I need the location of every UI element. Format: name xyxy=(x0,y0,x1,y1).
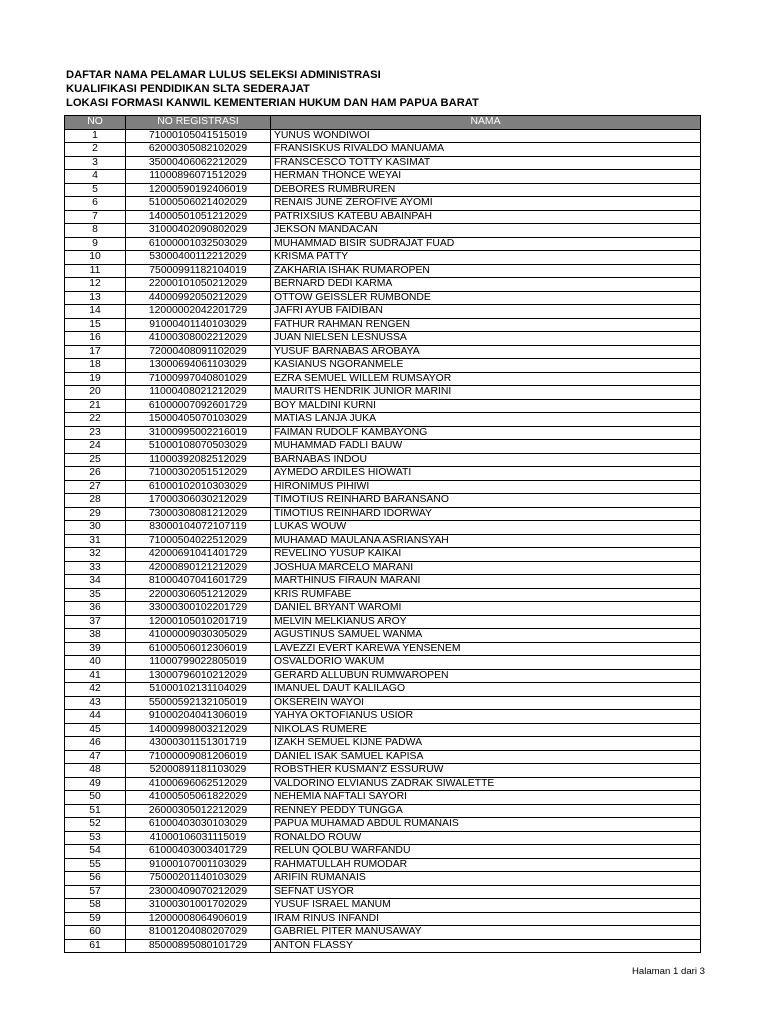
applicant-name: TIMOTIUS REINHARD BARANSANO xyxy=(271,494,701,508)
title-line-2: KUALIFIKASI PENDIDIKAN SLTA SEDERAJAT xyxy=(66,83,310,96)
table-row xyxy=(65,696,701,710)
registration-number: 26000305012212029 xyxy=(126,804,271,818)
registration-number: 12000590192406019 xyxy=(126,183,271,197)
row-number: 22 xyxy=(65,413,126,427)
applicant-name: REVELINO YUSUP KAIKAI xyxy=(271,548,701,562)
table-row xyxy=(65,521,701,535)
table-row xyxy=(65,143,701,157)
applicant-name: BOY MALDINI KURNI xyxy=(271,399,701,413)
document-header xyxy=(66,68,479,111)
registration-number: 51000108070503029 xyxy=(126,440,271,454)
registration-number: 41000106031115019 xyxy=(126,831,271,845)
applicant-name: FATHUR RAHMAN RENGEN xyxy=(271,318,701,332)
applicant-name: RELUN QOLBU WARFANDU xyxy=(271,845,701,859)
row-number: 29 xyxy=(65,507,126,521)
row-number: 30 xyxy=(65,521,126,535)
row-number: 7 xyxy=(65,210,126,224)
table-row xyxy=(65,305,701,319)
registration-number: 61000102010303029 xyxy=(126,480,271,494)
applicant-name: GERARD ALLUBUN RUMWAROPEN xyxy=(271,669,701,683)
table-row xyxy=(65,278,701,292)
registration-number: 61000506012306019 xyxy=(126,642,271,656)
row-number: 13 xyxy=(65,291,126,305)
row-number: 44 xyxy=(65,710,126,724)
row-number: 24 xyxy=(65,440,126,454)
registration-number: 61000403030103029 xyxy=(126,818,271,832)
applicant-name: DANIEL ISAK SAMUEL KAPISA xyxy=(271,750,701,764)
applicant-name: MUHAMMAD BISIR SUDRAJAT FUAD xyxy=(271,237,701,251)
table-row xyxy=(65,629,701,643)
applicant-name: DEBORES RUMBRUREN xyxy=(271,183,701,197)
applicant-name: FRANSCESCO TOTTY KASIMAT xyxy=(271,156,701,170)
row-number: 8 xyxy=(65,224,126,238)
registration-number: 12000002042201729 xyxy=(126,305,271,319)
table-row xyxy=(65,818,701,832)
table-row xyxy=(65,386,701,400)
registration-number: 12000105010201719 xyxy=(126,615,271,629)
table-row xyxy=(65,237,701,251)
row-number: 50 xyxy=(65,791,126,805)
table-row xyxy=(65,750,701,764)
row-number: 57 xyxy=(65,885,126,899)
registration-number: 14000998003212029 xyxy=(126,723,271,737)
row-number: 26 xyxy=(65,467,126,481)
applicant-name: HERMAN THONCE WEYAI xyxy=(271,170,701,184)
table-row xyxy=(65,170,701,184)
table-row xyxy=(65,426,701,440)
applicant-name: NIKOLAS RUMERE xyxy=(271,723,701,737)
registration-number: 91000204041306019 xyxy=(126,710,271,724)
table-row xyxy=(65,737,701,751)
row-number: 34 xyxy=(65,575,126,589)
registration-number: 41000505061822029 xyxy=(126,791,271,805)
table-row xyxy=(65,251,701,265)
applicant-name: JOSHUA MARCELO MARANI xyxy=(271,561,701,575)
row-number: 56 xyxy=(65,872,126,886)
applicant-name: RENAIS JUNE ZEROFIVE AYOMI xyxy=(271,197,701,211)
applicant-name: VALDORINO ELVIANUS ZADRAK SIWALETTE xyxy=(271,777,701,791)
registration-number: 13000796010212029 xyxy=(126,669,271,683)
registration-number: 44000992050212029 xyxy=(126,291,271,305)
applicant-name: IRAM RINUS INFANDI xyxy=(271,912,701,926)
applicant-name: ANTON FLASSY xyxy=(271,939,701,953)
table-row xyxy=(65,318,701,332)
table-row xyxy=(65,413,701,427)
registration-number: 15000405070103029 xyxy=(126,413,271,427)
applicant-name: AYMEDO ARDILES HIOWATI xyxy=(271,467,701,481)
table-row xyxy=(65,683,701,697)
registration-number: 42000890121212029 xyxy=(126,561,271,575)
table-row xyxy=(65,710,701,724)
table-row xyxy=(65,791,701,805)
registration-number: 75000201140103029 xyxy=(126,872,271,886)
registration-number: 23000409070212029 xyxy=(126,885,271,899)
table-row xyxy=(65,453,701,467)
applicant-name: OKSEREIN WAYOI xyxy=(271,696,701,710)
row-number: 1 xyxy=(65,129,126,143)
applicant-name: FRANSISKUS RIVALDO MANUAMA xyxy=(271,143,701,157)
table-row xyxy=(65,885,701,899)
registration-number: 71000302051512029 xyxy=(126,467,271,481)
table-row xyxy=(65,359,701,373)
row-number: 45 xyxy=(65,723,126,737)
title-line-3: LOKASI FORMASI KANWIL KEMENTERIAN HUKUM DAN HAM PAPUA BARAT xyxy=(66,97,479,110)
table-row xyxy=(65,210,701,224)
registration-number: 71000997040801029 xyxy=(126,372,271,386)
row-number: 4 xyxy=(65,170,126,184)
table-row xyxy=(65,440,701,454)
registration-number: 52000891181103029 xyxy=(126,764,271,778)
table-row xyxy=(65,264,701,278)
applicant-name: TIMOTIUS REINHARD IDORWAY xyxy=(271,507,701,521)
row-number: 25 xyxy=(65,453,126,467)
applicant-name: MATIAS LANJA JUKA xyxy=(271,413,701,427)
row-number: 16 xyxy=(65,332,126,346)
table-row xyxy=(65,480,701,494)
applicant-name: MARTHINUS FIRAUN MARANI xyxy=(271,575,701,589)
registration-number: 75000991182104019 xyxy=(126,264,271,278)
table-row xyxy=(65,575,701,589)
page-number: Halaman 1 dari 3 xyxy=(631,966,705,977)
table-row xyxy=(65,669,701,683)
registration-number: 14000501051212029 xyxy=(126,210,271,224)
registration-number: 11000896071512029 xyxy=(126,170,271,184)
registration-number: 71000504022512029 xyxy=(126,534,271,548)
row-number: 49 xyxy=(65,777,126,791)
registration-number: 71000105041515019 xyxy=(126,129,271,143)
registration-number: 12000008064906019 xyxy=(126,912,271,926)
applicant-name: MUHAMMAD FADLI BAUW xyxy=(271,440,701,454)
row-number: 46 xyxy=(65,737,126,751)
column-header-no: NO xyxy=(65,116,126,130)
table-row xyxy=(65,899,701,913)
table-row xyxy=(65,912,701,926)
applicant-name: RENNEY PEDDY TUNGGA xyxy=(271,804,701,818)
table-row xyxy=(65,764,701,778)
row-number: 17 xyxy=(65,345,126,359)
applicant-name: YAHYA OKTOFIANUS USIOR xyxy=(271,710,701,724)
applicant-name: LUKAS WOUW xyxy=(271,521,701,535)
applicant-name: OSVALDORIO WAKUM xyxy=(271,656,701,670)
table-row xyxy=(65,602,701,616)
table-row xyxy=(65,345,701,359)
row-number: 31 xyxy=(65,534,126,548)
applicant-name: GABRIEL PITER MANUSAWAY xyxy=(271,926,701,940)
applicant-name: MELVIN MELKIANUS AROY xyxy=(271,615,701,629)
registration-number: 11000408021212029 xyxy=(126,386,271,400)
table-row xyxy=(65,467,701,481)
row-number: 33 xyxy=(65,561,126,575)
table-row xyxy=(65,939,701,953)
row-number: 42 xyxy=(65,683,126,697)
title-line-1: DAFTAR NAMA PELAMAR LULUS SELEKSI ADMINISTRASI xyxy=(66,69,381,81)
table-row xyxy=(65,926,701,940)
table-row xyxy=(65,831,701,845)
applicant-name: KRIS RUMFABE xyxy=(271,588,701,602)
applicant-name: KASIANUS NGORANMELE xyxy=(271,359,701,373)
registration-number: 31000995002216019 xyxy=(126,426,271,440)
table-row xyxy=(65,372,701,386)
applicant-name: BARNABAS INDOU xyxy=(271,453,701,467)
table-row xyxy=(65,723,701,737)
applicant-name: KRISMA PATTY xyxy=(271,251,701,265)
registration-number: 11000392082512029 xyxy=(126,453,271,467)
row-number: 20 xyxy=(65,386,126,400)
applicant-name: RAHMATULLAH RUMODAR xyxy=(271,858,701,872)
registration-number: 31000301001702029 xyxy=(126,899,271,913)
table-row xyxy=(65,494,701,508)
row-number: 10 xyxy=(65,251,126,265)
table-row xyxy=(65,777,701,791)
registration-number: 41000009030305029 xyxy=(126,629,271,643)
row-number: 23 xyxy=(65,426,126,440)
row-number: 28 xyxy=(65,494,126,508)
row-number: 48 xyxy=(65,764,126,778)
applicant-name: AGUSTINUS SAMUEL WANMA xyxy=(271,629,701,643)
registration-number: 17000306030212029 xyxy=(126,494,271,508)
registration-number: 62000305082102029 xyxy=(126,143,271,157)
row-number: 3 xyxy=(65,156,126,170)
applicant-table xyxy=(64,115,701,953)
table-row xyxy=(65,804,701,818)
applicant-name: ARIFIN RUMANAIS xyxy=(271,872,701,886)
registration-number: 22000306051212029 xyxy=(126,588,271,602)
table-header-row xyxy=(65,116,701,130)
applicant-name: PAPUA MUHAMAD ABDUL RUMANAIS xyxy=(271,818,701,832)
registration-number: 22000101050212029 xyxy=(126,278,271,292)
registration-number: 61000403003401729 xyxy=(126,845,271,859)
row-number: 54 xyxy=(65,845,126,859)
table-row xyxy=(65,845,701,859)
registration-number: 43000301151301719 xyxy=(126,737,271,751)
table-row xyxy=(65,156,701,170)
applicant-name: EZRA SEMUEL WILLEM RUMSAYOR xyxy=(271,372,701,386)
applicant-name: FAIMAN RUDOLF KAMBAYONG xyxy=(271,426,701,440)
table-row xyxy=(65,642,701,656)
registration-number: 41000308002212029 xyxy=(126,332,271,346)
table-row xyxy=(65,507,701,521)
table-row xyxy=(65,291,701,305)
row-number: 9 xyxy=(65,237,126,251)
table-row xyxy=(65,129,701,143)
column-header-registration: NO REGISTRASI xyxy=(126,116,271,130)
applicant-name: YUSUF ISRAEL MANUM xyxy=(271,899,701,913)
table-row xyxy=(65,561,701,575)
row-number: 32 xyxy=(65,548,126,562)
applicant-name: JAFRI AYUB FAIDIBAN xyxy=(271,305,701,319)
row-number: 27 xyxy=(65,480,126,494)
registration-number: 73000308081212029 xyxy=(126,507,271,521)
row-number: 18 xyxy=(65,359,126,373)
registration-number: 11000799022805019 xyxy=(126,656,271,670)
table-row xyxy=(65,197,701,211)
registration-number: 61000001032503029 xyxy=(126,237,271,251)
applicant-name: PATRIXSIUS KATEBU ABAINPAH xyxy=(271,210,701,224)
registration-number: 42000691041401729 xyxy=(126,548,271,562)
applicant-name: YUNUS WONDIWOI xyxy=(271,129,701,143)
applicant-name: JEKSON MANDACAN xyxy=(271,224,701,238)
column-header-name: NAMA xyxy=(271,116,701,130)
applicant-name: MAURITS HENDRIK JUNIOR MARINI xyxy=(271,386,701,400)
row-number: 37 xyxy=(65,615,126,629)
registration-number: 91000107001103029 xyxy=(126,858,271,872)
row-number: 51 xyxy=(65,804,126,818)
row-number: 58 xyxy=(65,899,126,913)
row-number: 12 xyxy=(65,278,126,292)
registration-number: 81000407041601729 xyxy=(126,575,271,589)
row-number: 60 xyxy=(65,926,126,940)
applicant-name: SEFNAT USYOR xyxy=(271,885,701,899)
registration-number: 13000694061103029 xyxy=(126,359,271,373)
row-number: 43 xyxy=(65,696,126,710)
row-number: 5 xyxy=(65,183,126,197)
table-row xyxy=(65,615,701,629)
registration-number: 41000696062512029 xyxy=(126,777,271,791)
registration-number: 53000400112212029 xyxy=(126,251,271,265)
row-number: 53 xyxy=(65,831,126,845)
row-number: 15 xyxy=(65,318,126,332)
registration-number: 31000402090802029 xyxy=(126,224,271,238)
row-number: 55 xyxy=(65,858,126,872)
table-row xyxy=(65,332,701,346)
row-number: 59 xyxy=(65,912,126,926)
registration-number: 81001204080207029 xyxy=(126,926,271,940)
row-number: 61 xyxy=(65,939,126,953)
table-row xyxy=(65,858,701,872)
applicant-name: YUSUF BARNABAS AROBAYA xyxy=(271,345,701,359)
row-number: 40 xyxy=(65,656,126,670)
applicant-name: MUHAMAD MAULANA ASRIANSYAH xyxy=(271,534,701,548)
registration-number: 91000401140103029 xyxy=(126,318,271,332)
applicant-name: RONALDO ROUW xyxy=(271,831,701,845)
applicant-name: IMANUEL DAUT KALILAGO xyxy=(271,683,701,697)
table-row xyxy=(65,656,701,670)
row-number: 6 xyxy=(65,197,126,211)
table-row xyxy=(65,183,701,197)
registration-number: 51000506021402029 xyxy=(126,197,271,211)
row-number: 14 xyxy=(65,305,126,319)
applicant-name: LAVEZZI EVERT KAREWA YENSENEM xyxy=(271,642,701,656)
row-number: 38 xyxy=(65,629,126,643)
registration-number: 85000895080101729 xyxy=(126,939,271,953)
row-number: 11 xyxy=(65,264,126,278)
applicant-name: HIRONIMUS PIHIWI xyxy=(271,480,701,494)
applicant-name: NEHEMIA NAFTALI SAYORI xyxy=(271,791,701,805)
table-row xyxy=(65,224,701,238)
row-number: 2 xyxy=(65,143,126,157)
applicant-name: ROBSTHER KUSMAN'Z ESSURUW xyxy=(271,764,701,778)
applicant-name: JUAN NIELSEN LESNUSSA xyxy=(271,332,701,346)
table-row xyxy=(65,534,701,548)
table-row xyxy=(65,399,701,413)
registration-number: 71000009081206019 xyxy=(126,750,271,764)
table-row xyxy=(65,548,701,562)
row-number: 21 xyxy=(65,399,126,413)
registration-number: 55000592132105019 xyxy=(126,696,271,710)
registration-number: 61000007092601729 xyxy=(126,399,271,413)
table-row xyxy=(65,588,701,602)
applicant-name: BERNARD DEDI KARMA xyxy=(271,278,701,292)
registration-number: 83000104072107119 xyxy=(126,521,271,535)
registration-number: 72000408091102029 xyxy=(126,345,271,359)
applicant-name: ZAKHARIA ISHAK RUMAROPEN xyxy=(271,264,701,278)
registration-number: 35000406062212029 xyxy=(126,156,271,170)
row-number: 41 xyxy=(65,669,126,683)
applicant-name: IZAKH SEMUEL KIJNE PADWA xyxy=(271,737,701,751)
table-row xyxy=(65,872,701,886)
row-number: 19 xyxy=(65,372,126,386)
row-number: 39 xyxy=(65,642,126,656)
registration-number: 51000102131104029 xyxy=(126,683,271,697)
applicant-name: DANIEL BRYANT WAROMI xyxy=(271,602,701,616)
row-number: 52 xyxy=(65,818,126,832)
row-number: 35 xyxy=(65,588,126,602)
applicant-name: OTTOW GEISSLER RUMBONDE xyxy=(271,291,701,305)
registration-number: 33000300102201729 xyxy=(126,602,271,616)
row-number: 36 xyxy=(65,602,126,616)
row-number: 47 xyxy=(65,750,126,764)
